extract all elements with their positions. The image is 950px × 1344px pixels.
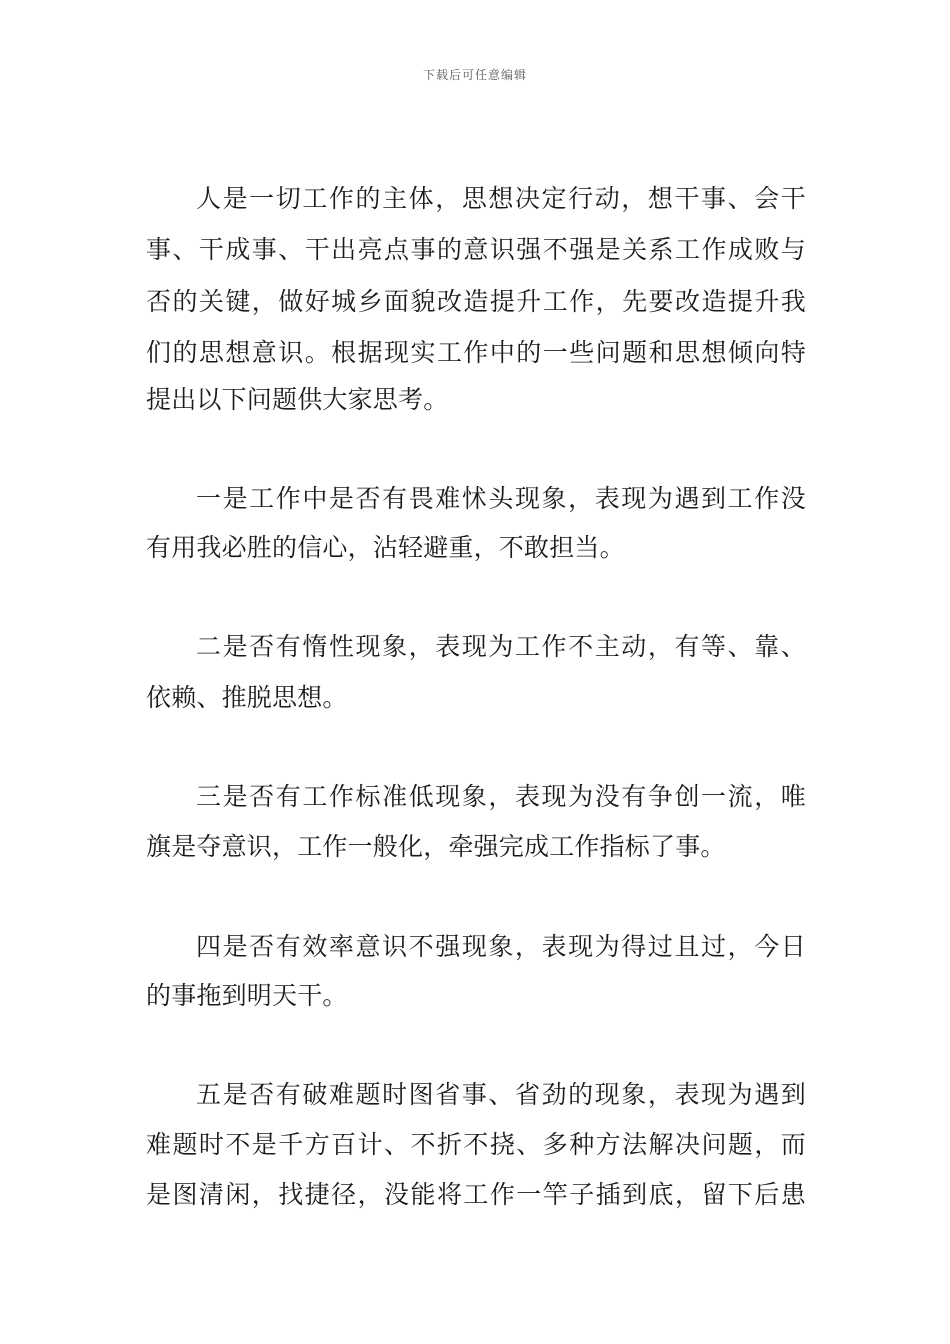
paragraph-1-line-3: 否的关键，做好城乡面貌改造提升工作，先要改造提升我 (146, 287, 806, 316)
paragraph-1-line-2: 事、干成事、干出亮点事的意识强不强是关系工作成败与 (146, 235, 806, 264)
paragraph-4-line-2: 旗是夺意识，工作一般化，牵强完成工作指标了事。 (146, 832, 726, 861)
paragraph-1-line-5: 提出以下问题供大家思考。 (146, 385, 449, 414)
paragraph-6-line-2: 难题时不是千方百计、不折不挠、多种方法解决问题，而 (146, 1130, 806, 1159)
paragraph-2-line-2: 有用我必胜的信心，沾轻避重，不敢担当。 (146, 533, 625, 562)
paragraph-6-line-3: 是图清闲，找捷径，没能将工作一竿子插到底，留下后患 (146, 1180, 806, 1209)
paragraph-2-line-1: 一是工作中是否有畏难怵头现象，表现为遇到工作没 (196, 484, 806, 513)
paragraph-3-line-1: 二是否有惰性现象，表现为工作不主动，有等、靠、 (196, 632, 806, 661)
paragraph-1-line-1: 人是一切工作的主体，思想决定行动，想干事、会干 (196, 184, 806, 213)
paragraph-4-line-1: 三是否有工作标准低现象，表现为没有争创一流，唯 (196, 782, 806, 811)
paragraph-6-line-1: 五是否有破难题时图省事、省劲的现象，表现为遇到 (196, 1080, 806, 1109)
page-header: 下载后可任意编辑 (422, 68, 527, 82)
paragraph-3-line-2: 依赖、推脱思想。 (146, 683, 348, 712)
paragraph-5-line-1: 四是否有效率意识不强现象，表现为得过且过，今日 (196, 932, 806, 961)
paragraph-1-line-4: 们的思想意识。根据现实工作中的一些问题和思想倾向特 (146, 338, 806, 367)
paragraph-5-line-2: 的事拖到明天干。 (146, 981, 348, 1010)
